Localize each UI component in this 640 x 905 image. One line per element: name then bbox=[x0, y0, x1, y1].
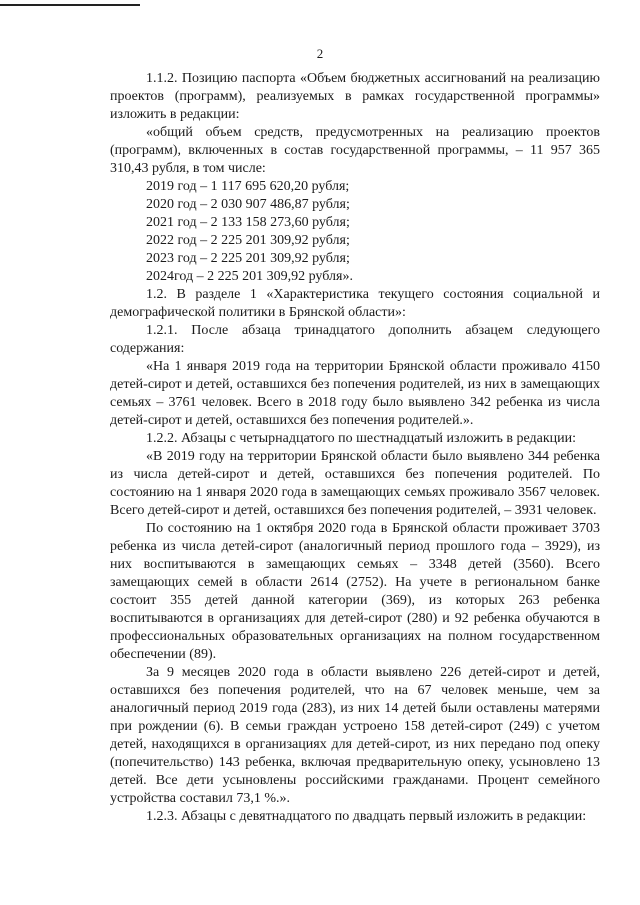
funding-line-2021: 2021 год – 2 133 158 273,60 рубля; bbox=[146, 215, 350, 230]
paragraph-quote-2020: «В 2019 году на территории Брянской области было выявлено 344 ребенка из числа детей-сирот и детей, оставшихся без попечения родителей. По состоянию на 1 января 2020 года в замещающих семьях проживало 3567 человек. Всего детей-сирот и детей, оставшихся без попечения родителей, – 3931 человек. bbox=[110, 449, 600, 518]
top-rule bbox=[0, 4, 140, 6]
paragraph-nine-months-2020: За 9 месяцев 2020 года в области выявлено 226 детей-сирот и детей, оставшихся без попечения родителей, что на 67 человек меньше, чем за аналогичный период 2019 года (283), из них 14 детей были оставлены матерями при рождении (6). В семьи граждан устроено 158 детей-сирот (249) с учетом детей, находящихся в организациях для детей-сирот, из них передано под опеку (попечительство) 143 ребенка, включая предварительную опеку, усыновлено 13 детей. Все дети усыновлены российскими гражданами. Процент семейного устройства составил 73,1 %.». bbox=[110, 665, 600, 806]
funding-line-2022: 2022 год – 2 225 201 309,92 рубля; bbox=[146, 233, 350, 248]
page-number: 2 bbox=[316, 46, 324, 61]
paragraph-1-1-2: 1.1.2. Позицию паспорта «Объем бюджетных ассигнований на реализацию проектов (программ), реализуемых в рамках государственной программы» изложить в редакции: bbox=[110, 71, 600, 122]
funding-line-2024: 2024год – 2 225 201 309,92 рубля». bbox=[146, 269, 353, 284]
funding-line-2019: 2019 год – 1 117 695 620,20 рубля; bbox=[146, 179, 350, 194]
paragraph-1-2-3: 1.2.3. Абзацы с девятнадцатого по двадцать первый изложить в редакции: bbox=[146, 809, 587, 824]
paragraph-quote-2019: «На 1 января 2019 года на территории Брянской области проживало 4150 детей-сирот и детей, оставшихся без попечения родителей, из них в замещающих семьях – 3761 человек. Всего в 2018 году было выявлено 342 ребенка из числа детей-сирот и детей, оставшихся без попечения родителей.». bbox=[110, 359, 600, 428]
paragraph-total-funding: «общий объем средств, предусмотренных на реализацию проектов (программ), включенных в состав государственной программы, – 11 957 365 310,43 рубля, в том числе: bbox=[110, 125, 600, 176]
paragraph-1-2: 1.2. В разделе 1 «Характеристика текущего состояния социальной и демографической политики в Брянской области»: bbox=[110, 287, 600, 320]
funding-line-2023: 2023 год – 2 225 201 309,92 рубля; bbox=[146, 251, 350, 266]
paragraph-1-2-2: 1.2.2. Абзацы с четырнадцатого по шестнадцатый изложить в редакции: bbox=[146, 431, 576, 446]
document-body bbox=[110, 70, 600, 826]
paragraph-october-2020: По состоянию на 1 октября 2020 года в Брянской области проживает 3703 ребенка из числа детей-сирот (аналогичный период прошлого года – 3929), из них воспитываются в замещающих семьях – 3348 детей (3560). Всего замещающих семей в области 2614 (2752). На учете в региональном банке состоит 355 детей данной категории (369), из которых 263 ребенка воспитываются в организациях для детей-сирот (280) и 92 ребенка обучаются в профессиональных образовательных организациях на полном государственном обеспечении (89). bbox=[110, 521, 600, 662]
paragraph-1-2-1: 1.2.1. После абзаца тринадцатого дополнить абзацем следующего содержания: bbox=[110, 323, 600, 356]
funding-line-2020: 2020 год – 2 030 907 486,87 рубля; bbox=[146, 197, 350, 212]
